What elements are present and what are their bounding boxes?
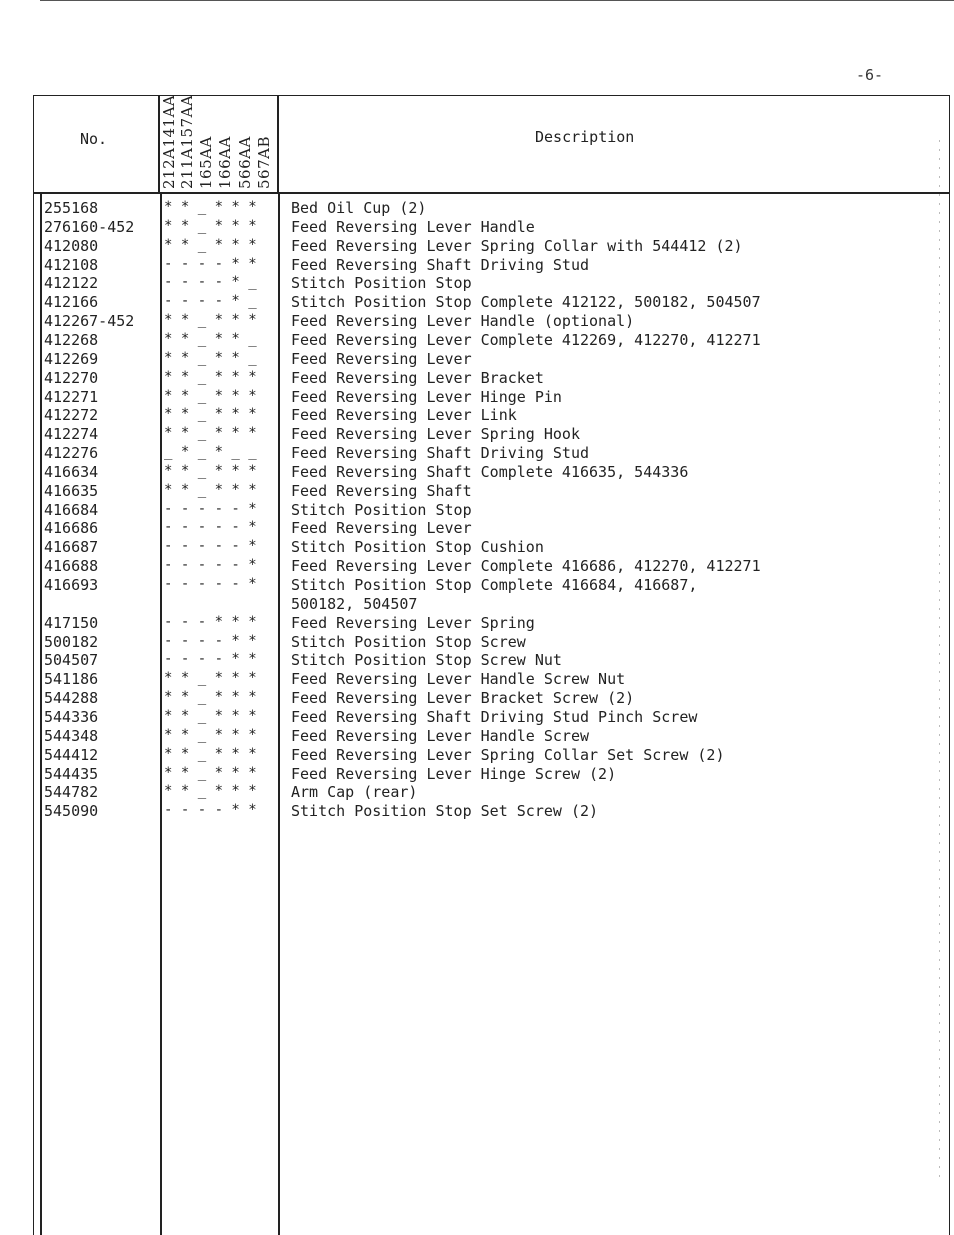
model-availability-marks: _ * _ * _ _ [164, 444, 257, 461]
part-number: 412267-452 [44, 312, 135, 331]
part-number: 416634 [44, 462, 99, 481]
model-availability-marks: - - - - - * [164, 500, 257, 517]
model-header: 211A157AA [178, 94, 196, 189]
part-description: Feed Reversing Lever Handle Screw Nut [291, 670, 626, 689]
model-header: 567AB [255, 136, 273, 189]
model-availability-marks: * * _ * * * [164, 726, 257, 743]
part-description: Arm Cap (rear) [291, 783, 418, 802]
model-availability-marks: * * _ * * * [164, 368, 257, 385]
part-number: 544288 [44, 689, 99, 708]
model-availability-marks: * * _ * * * [164, 199, 257, 215]
model-availability-marks: * * _ * * * [164, 764, 257, 781]
part-number [44, 595, 159, 614]
part-number: 412272 [44, 406, 99, 425]
page-number: -6- [856, 66, 884, 84]
part-description: Feed Reversing Shaft Driving Stud [291, 255, 590, 274]
part-description: Stitch Position Stop Screw Nut [291, 651, 562, 670]
model-availability-marks: * * _ * * * [164, 783, 257, 800]
model-availability-marks: * * _ * * * [164, 387, 257, 404]
model-availability-marks: * * _ * * * [164, 425, 257, 442]
top-rule [40, 0, 954, 1]
part-description: Feed Reversing Lever Handle [291, 217, 535, 236]
model-availability-marks: - - - - - * [164, 557, 257, 574]
part-description: Feed Reversing Lever [291, 349, 472, 368]
part-description: Stitch Position Stop [291, 500, 472, 519]
part-number: 412270 [44, 368, 99, 387]
body-left-rule [40, 193, 42, 1235]
part-description: Stitch Position Stop [291, 274, 472, 293]
part-number: 416686 [44, 519, 99, 538]
part-description: Feed Reversing Lever Spring [291, 613, 535, 632]
part-number: 416687 [44, 538, 99, 557]
part-description: Feed Reversing Lever Handle (optional) [291, 312, 635, 331]
part-description: Feed Reversing Lever Complete 416686, 412270, 412271 [291, 557, 761, 576]
part-number: 276160-452 [44, 217, 135, 236]
part-number: 504507 [44, 651, 99, 670]
part-description: Bed Oil Cup (2) [291, 199, 427, 217]
part-number: 500182 [44, 632, 99, 651]
model-header: 566AA [236, 136, 254, 189]
part-description: Stitch Position Stop Complete 412122, 500182, 504507 [291, 293, 761, 312]
model-availability-marks: - - - - * * [164, 255, 257, 272]
body-column-divider-left [160, 193, 162, 1235]
part-number: 416635 [44, 481, 99, 500]
part-description: Feed Reversing Shaft Complete 416635, 544336 [291, 462, 689, 481]
model-availability-marks: - - - * * * [164, 613, 257, 630]
part-number: 544435 [44, 764, 99, 783]
part-number: 541186 [44, 670, 99, 689]
part-number: 544782 [44, 783, 99, 802]
part-description: Feed Reversing Lever Spring Hook [291, 425, 580, 444]
part-description: Stitch Position Stop Cushion [291, 538, 544, 557]
part-description: Feed Reversing Shaft [291, 481, 472, 500]
model-header: 165AA [197, 136, 215, 189]
body-column-divider-right [278, 193, 280, 1235]
header-column-divider-right [277, 95, 279, 192]
model-availability-marks: - - - - - * [164, 576, 257, 592]
model-availability-marks: * * _ * * _ [164, 349, 257, 366]
part-number: 416693 [44, 576, 99, 594]
part-number: 545090 [44, 802, 99, 821]
part-number: 544348 [44, 726, 99, 745]
part-number: 412271 [44, 387, 99, 406]
part-number: 417150 [44, 613, 99, 632]
part-description: Feed Reversing Lever Bracket [291, 368, 544, 387]
part-number: 412166 [44, 293, 99, 312]
model-availability-marks: * * _ * * * [164, 689, 257, 706]
part-number: 412274 [44, 425, 99, 444]
part-description: Feed Reversing Lever Hinge Pin [291, 387, 562, 406]
part-number: 412122 [44, 274, 99, 293]
part-description: Stitch Position Stop Screw [291, 632, 526, 651]
header-description: Description [535, 128, 635, 146]
part-description: Feed Reversing Shaft Driving Stud [291, 444, 590, 463]
model-availability-marks: * * _ * * * [164, 406, 257, 423]
model-availability-marks: * * _ * * * [164, 670, 257, 687]
part-description: Feed Reversing Shaft Driving Stud Pinch Screw [291, 707, 698, 726]
part-number: 412108 [44, 255, 99, 274]
part-description: Feed Reversing Lever Spring Collar Set Screw (2) [291, 745, 725, 764]
part-number: 412276 [44, 444, 99, 463]
model-availability-marks: - - - - * _ [164, 274, 257, 291]
model-availability-marks: * * _ * * * [164, 236, 257, 253]
model-availability-marks [164, 595, 274, 614]
part-number: 255168 [44, 199, 99, 217]
part-number: 412080 [44, 236, 99, 255]
model-availability-marks: - - - - * _ [164, 293, 257, 310]
model-availability-marks: * * _ * * * [164, 462, 257, 479]
part-description: Feed Reversing Lever Spring Collar with 544412 (2) [291, 236, 743, 255]
part-number: 416688 [44, 557, 99, 576]
scan-edge-marks [939, 140, 940, 1180]
part-description: Feed Reversing Lever Bracket Screw (2) [291, 689, 635, 708]
part-number: 416684 [44, 500, 99, 519]
model-header: 166AA [216, 136, 234, 189]
model-availability-marks: * * _ * * * [164, 217, 257, 234]
part-description: Feed Reversing Lever Handle Screw [291, 726, 590, 745]
model-availability-marks: - - - - - * [164, 538, 257, 555]
part-description: Stitch Position Stop Complete 416684, 416687, [291, 576, 698, 594]
model-availability-marks: * * _ * * * [164, 745, 257, 762]
model-header: 212A141AA [160, 94, 178, 189]
part-description: Feed Reversing Lever [291, 519, 472, 538]
part-description: Feed Reversing Lever Hinge Screw (2) [291, 764, 617, 783]
model-availability-marks: * * _ * * _ [164, 330, 257, 347]
model-availability-marks: * * _ * * * [164, 707, 257, 724]
part-description: Feed Reversing Lever Complete 412269, 412270, 412271 [291, 330, 761, 349]
model-availability-marks: - - - - * * [164, 651, 257, 668]
part-description: 500182, 504507 [291, 594, 418, 613]
model-availability-marks: - - - - * * [164, 632, 257, 649]
model-availability-marks: * * _ * * * [164, 481, 257, 498]
model-availability-marks: - - - - * * [164, 802, 257, 819]
model-availability-marks: * * _ * * * [164, 312, 257, 329]
part-description: Feed Reversing Lever Link [291, 406, 517, 425]
part-description: Stitch Position Stop Set Screw (2) [291, 802, 599, 821]
part-number: 544336 [44, 707, 99, 726]
part-number: 412269 [44, 349, 99, 368]
header-no: No. [80, 130, 108, 148]
part-number: 412268 [44, 330, 99, 349]
model-availability-marks: - - - - - * [164, 519, 257, 536]
part-number: 544412 [44, 745, 99, 764]
